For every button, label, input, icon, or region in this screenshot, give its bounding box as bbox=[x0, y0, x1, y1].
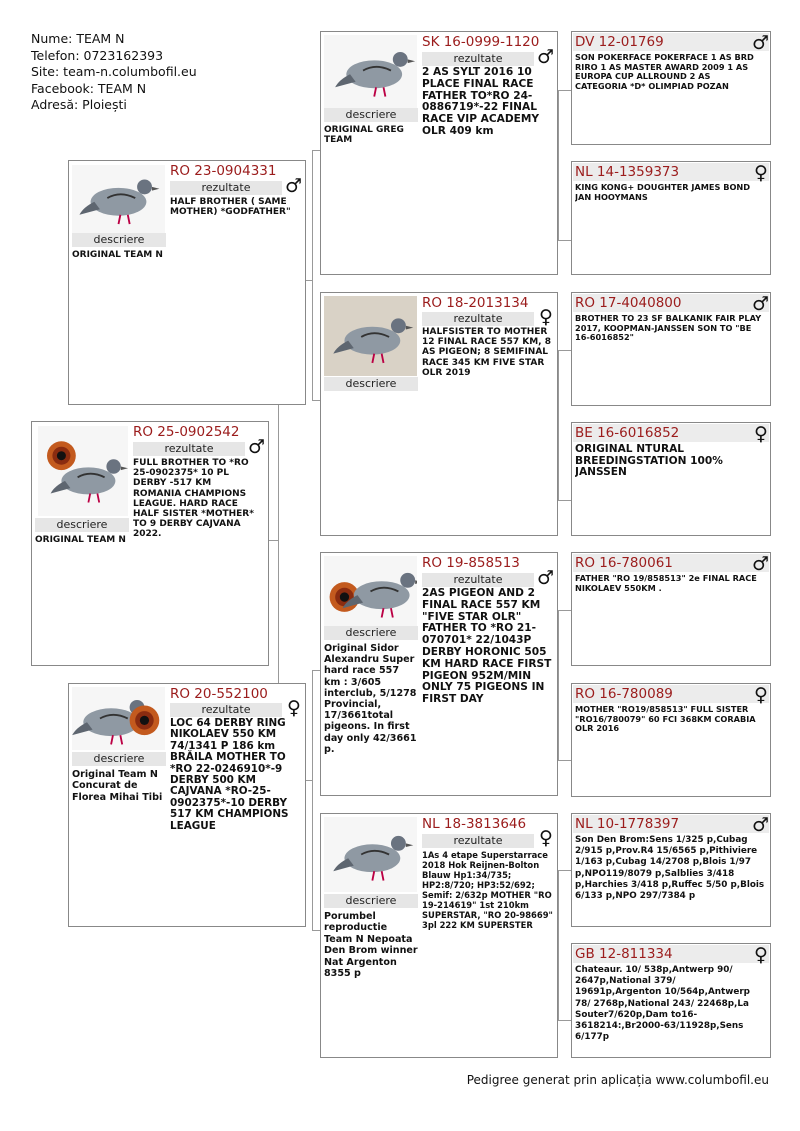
description-label: descriere bbox=[324, 377, 418, 391]
pigeon-photo bbox=[72, 687, 165, 750]
pigeon-card-sire-dam[interactable] bbox=[320, 292, 558, 536]
female-icon: ♀ bbox=[754, 944, 768, 966]
pigeon-card-ds-dam[interactable] bbox=[571, 683, 771, 797]
ring-number: RO 17-4040800 bbox=[575, 295, 682, 311]
ring-number: RO 16-780089 bbox=[575, 686, 673, 702]
connector-line bbox=[312, 930, 320, 931]
description-label: descriere bbox=[324, 626, 418, 640]
results-text: FATHER "RO 19/858513" 2e FINAL RACE NIKOLAEV 550KM . bbox=[575, 574, 757, 593]
connector-line bbox=[558, 610, 559, 760]
results-text: HALF BROTHER ( SAME MOTHER) *GODFATHER" bbox=[170, 197, 291, 218]
results-text: LOC 64 DERBY RING NIKOLAEV 550 KM 74/1341 P 186 km BRĂILA MOTHER TO *RO 22-0246910*-9 DERBY 500 KM CAJVANA *RO-25-0902375*-10 DERBY 517 KM CHAMPIONS LEAGUE bbox=[170, 718, 289, 832]
pigeon-card-dam[interactable] bbox=[68, 683, 306, 927]
ring-number: NL 18-3813646 bbox=[422, 816, 527, 832]
connector-line bbox=[558, 90, 571, 91]
connector-line bbox=[558, 240, 571, 241]
results-label: rezultate bbox=[422, 573, 534, 587]
pigeon-photo bbox=[324, 556, 417, 626]
pigeon-card-dd-sire[interactable] bbox=[571, 813, 771, 927]
ring-number: DV 12-01769 bbox=[575, 34, 664, 50]
pigeon-photo bbox=[324, 817, 417, 892]
male-icon: ♂ bbox=[752, 293, 770, 315]
connector-line bbox=[558, 760, 571, 761]
connector-line bbox=[558, 350, 571, 351]
female-icon: ♀ bbox=[754, 423, 768, 445]
male-icon: ♂ bbox=[537, 46, 555, 68]
pigeon-card-ds-sire[interactable] bbox=[571, 552, 771, 666]
results-label: rezultate bbox=[133, 442, 245, 456]
results-text: 1As 4 etape Superstarrace 2018 Hok Reijnen-Bolton Blauw Hp1:34/735; HP2:8/720; HP3:52/692; Semif: 2/632p MOTHER "RO 19-214619" 1st 210km SUPERSTAR, "RO 20-98669" 3pl 222 KM SUPERSTER bbox=[422, 850, 553, 930]
connector-line bbox=[558, 610, 571, 611]
results-text: HALFSISTER TO MOTHER 12 FINAL RACE 557 KM, 8 AS PIGEON; 8 SEMIFINAL RACE 345 KM FIVE STAR OLR 2019 bbox=[422, 327, 551, 378]
description-text: ORIGINAL GREG TEAM bbox=[324, 125, 404, 146]
female-icon: ♀ bbox=[754, 684, 768, 706]
breeder-facebook[interactable]: Facebook: TEAM N bbox=[31, 80, 147, 96]
ring-number: RO 16-780061 bbox=[575, 555, 673, 571]
pigeon-card-sd-sire[interactable] bbox=[571, 292, 771, 406]
ring-number: RO 25-0902542 bbox=[133, 424, 240, 440]
pigeon-card-sire-sire[interactable] bbox=[320, 31, 558, 275]
pigeon-card-subject[interactable] bbox=[31, 421, 269, 666]
ring-number: RO 20-552100 bbox=[170, 686, 268, 702]
pigeon-card-ss-dam[interactable] bbox=[571, 161, 771, 275]
ring-number: RO 23-0904331 bbox=[170, 163, 277, 179]
description-label: descriere bbox=[324, 108, 418, 122]
ring-number: GB 12-811334 bbox=[575, 946, 673, 962]
pigeon-photo bbox=[324, 296, 417, 376]
pigeon-card-dam-sire[interactable] bbox=[320, 552, 558, 796]
results-text: Son Den Brom:Sens 1/325 p,Cubag 2/915 p,Prov.R4 15/6565 p,Pithiviere 1/163 p,Cubag 14/2708 p,Blois 1/97 p,NPO119/8079 p,Salblies 3/418 p,Harchies 3/418 p,Ruffec 5/50 p,Blois 6/133 p,NPO 297/7384 p bbox=[575, 835, 765, 902]
results-text: BROTHER TO 23 SF BALKANIK FAIR PLAY 2017, KOOPMAN-JANSSEN SON TO "BE 16-6016852" bbox=[575, 314, 762, 343]
connector-line bbox=[312, 150, 320, 151]
connector-line bbox=[558, 870, 571, 871]
ring-number: RO 19-858513 bbox=[422, 555, 520, 571]
connector-line bbox=[558, 90, 559, 240]
connector-line bbox=[312, 400, 320, 401]
pigeon-photo bbox=[324, 35, 417, 108]
results-text: SON POKERFACE POKERFACE 1 AS BRD RIRO 1 AS MASTER AWARD 2009 1 AS EUROPA CUP ALLROUND 2 AS CATEGORIA *D* OLIMPIAD POZAN bbox=[575, 53, 754, 91]
male-icon: ♂ bbox=[248, 436, 266, 458]
male-icon: ♂ bbox=[285, 175, 303, 197]
female-icon: ♀ bbox=[287, 697, 301, 719]
male-icon: ♂ bbox=[752, 32, 770, 54]
connector-line bbox=[558, 1020, 571, 1021]
connector-line bbox=[558, 350, 559, 500]
connector-line bbox=[558, 870, 559, 1020]
description-label: descriere bbox=[72, 752, 166, 766]
female-icon: ♀ bbox=[539, 827, 553, 849]
connector-line bbox=[312, 150, 313, 400]
ring-number: RO 18-2013134 bbox=[422, 295, 529, 311]
breeder-site[interactable]: Site: team-n.columbofil.eu bbox=[31, 64, 197, 80]
pigeon-card-dd-dam[interactable] bbox=[571, 943, 771, 1058]
description-label: descriere bbox=[324, 894, 418, 908]
results-text: KING KONG+ DOUGHTER JAMES BOND JAN HOOYMANS bbox=[575, 183, 751, 202]
description-label: descriere bbox=[72, 233, 166, 247]
results-label: rezultate bbox=[422, 312, 534, 326]
description-text: Original Sidor Alexandru Super hard race 557 km : 3/605 interclub, 5/1278 Provincial, 17/3661total pigeons. In first day only 42/3661 p. bbox=[324, 643, 417, 755]
results-label: rezultate bbox=[422, 52, 534, 66]
connector-line bbox=[312, 670, 313, 930]
ring-number: NL 14-1359373 bbox=[575, 164, 680, 180]
connector-line bbox=[268, 540, 278, 541]
results-text: Chateaur. 10/ 538p,Antwerp 90/ 2647p,National 379/ 19691p,Argenton 10/564p,Antwerp 78/ 2768p,National 243/ 22468p,La Souter7/620p,Dam to16-3618214:,Br2000-63/11928p,Sens 6/177p bbox=[575, 965, 750, 1043]
pigeon-photo bbox=[72, 165, 165, 233]
connector-line bbox=[312, 670, 320, 671]
results-text: MOTHER "RO19/858513" FULL SISTER "RO16/780079" 60 FCI 368KM CORABIA OLR 2016 bbox=[575, 705, 756, 734]
results-text: 2AS PIGEON AND 2 FINAL RACE 557 KM "FIVE STAR OLR" FATHER TO *RO 21-070701* 22/1043P DERBY HORONIC 505 KM HARD RACE FIRST PIGEON 952M/MIN ONLY 75 PIGEONS IN FIRST DAY bbox=[422, 588, 552, 706]
results-text: 2 AS SYLT 2016 10 PLACE FINAL RACE FATHER TO*RO 24-0886719*-22 FINAL RACE VIP ACADEMY OLR 409 km bbox=[422, 67, 540, 137]
breeder-info bbox=[31, 31, 197, 114]
results-text: FULL BROTHER TO *RO 25-0902375* 10 PL DERBY -517 KM ROMANIA CHAMPIONS LEAGUE. HARD RACE HALF SISTER *MOTHER* TO 9 DERBY CAJVANA 2022. bbox=[133, 458, 254, 540]
pigeon-card-dam-dam[interactable] bbox=[320, 813, 558, 1058]
breeder-phone: Telefon: 0723162393 bbox=[31, 47, 164, 63]
description-text: ORIGINAL TEAM N bbox=[35, 535, 126, 545]
ring-number: BE 16-6016852 bbox=[575, 425, 680, 441]
pigeon-card-sire[interactable] bbox=[68, 160, 306, 405]
male-icon: ♂ bbox=[537, 567, 555, 589]
description-text: ORIGINAL TEAM N bbox=[72, 250, 163, 260]
breeder-address: Adresă: Ploiești bbox=[31, 97, 127, 113]
male-icon: ♂ bbox=[752, 814, 770, 836]
results-text: ORIGINAL NTURAL BREEDINGSTATION 100% JANSSEN bbox=[575, 444, 723, 479]
results-label: rezultate bbox=[170, 703, 282, 717]
footer-credit: Pedigree generat prin aplicația www.columbofil.eu bbox=[466, 1073, 769, 1087]
description-text: Original Team N Concurat de Florea Mihai Tibi bbox=[72, 769, 163, 803]
pigeon-card-ss-sire[interactable] bbox=[571, 31, 771, 145]
connector-line bbox=[558, 500, 571, 501]
breeder-name: Nume: TEAM N bbox=[31, 31, 125, 46]
pigeon-photo bbox=[38, 426, 128, 516]
female-icon: ♀ bbox=[539, 306, 553, 328]
female-icon: ♀ bbox=[754, 162, 768, 184]
pigeon-card-sd-dam[interactable] bbox=[571, 422, 771, 536]
results-label: rezultate bbox=[422, 834, 534, 848]
ring-number: NL 10-1778397 bbox=[575, 816, 680, 832]
male-icon: ♂ bbox=[752, 553, 770, 575]
ring-number: SK 16-0999-1120 bbox=[422, 34, 540, 50]
description-label: descriere bbox=[35, 518, 129, 532]
results-label: rezultate bbox=[170, 181, 282, 195]
description-text: Porumbel reproductie Team N Nepoata Den Brom winner Nat Argenton 8355 p bbox=[324, 911, 418, 980]
